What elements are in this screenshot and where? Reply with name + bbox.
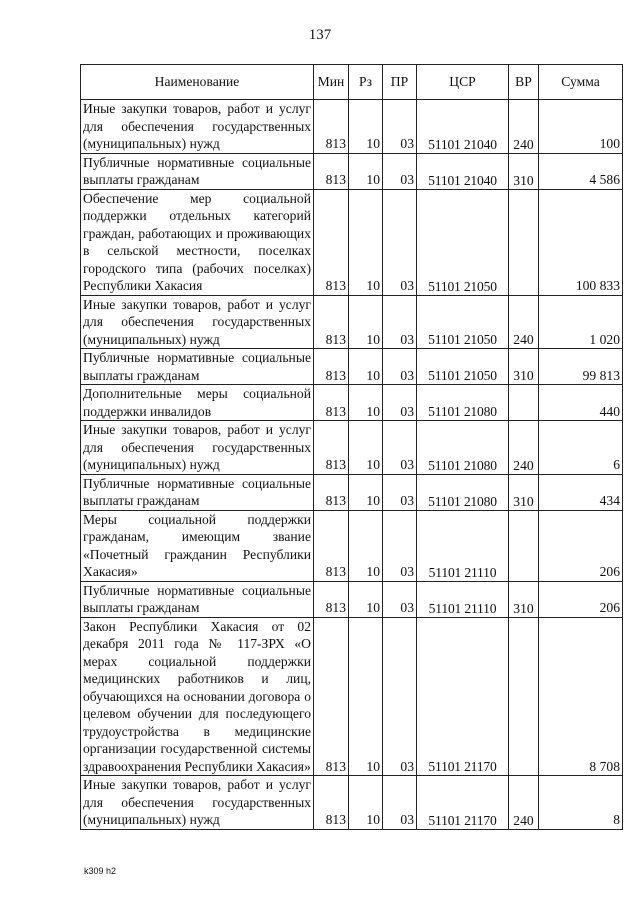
row-rz: 10: [349, 581, 383, 617]
row-min: 813: [314, 474, 349, 510]
page-number: 137: [308, 27, 332, 43]
row-rz: 10: [349, 349, 383, 385]
row-name: Дополнительные меры социальной поддержки инвалидов: [81, 385, 314, 421]
row-pr: 03: [383, 349, 417, 385]
row-vr: 310: [509, 581, 539, 617]
table-row: [81, 581, 623, 617]
row-sum: 434: [539, 474, 623, 510]
row-sum: 8: [539, 776, 623, 830]
row-csr: 51101 21170: [417, 617, 509, 776]
row-name: Обеспечение мер социальной поддержки отдельных категорий граждан, работающих и проживающих в сельской местности, поселках городского типа (рабочих поселках) Республики Хакасия: [81, 189, 314, 295]
table-row: [81, 153, 623, 189]
table-row: [81, 189, 623, 295]
header-vr: ВР: [509, 65, 539, 100]
row-vr: [509, 189, 539, 295]
row-csr: 51101 21040: [417, 153, 509, 189]
row-pr: 03: [383, 421, 417, 475]
row-vr: 240: [509, 421, 539, 475]
row-pr: 03: [383, 617, 417, 776]
header-sum: Сумма: [539, 65, 623, 100]
row-pr: 03: [383, 100, 417, 154]
row-min: 813: [314, 100, 349, 154]
table-row: [81, 510, 623, 581]
row-csr: 51101 21170: [417, 776, 509, 830]
row-min: 813: [314, 510, 349, 581]
row-rz: 10: [349, 421, 383, 475]
row-rz: 10: [349, 153, 383, 189]
header-min: Мин: [314, 65, 349, 100]
row-pr: 03: [383, 153, 417, 189]
row-rz: 10: [349, 295, 383, 349]
row-name: Публичные нормативные социальные выплаты гражданам: [81, 474, 314, 510]
row-rz: 10: [349, 510, 383, 581]
row-sum: 99 813: [539, 349, 623, 385]
row-min: 813: [314, 189, 349, 295]
row-rz: 10: [349, 617, 383, 776]
row-name: Публичные нормативные социальные выплаты гражданам: [81, 581, 314, 617]
row-name: Иные закупки товаров, работ и услуг для обеспечения государственных (муниципальных) нужд: [81, 776, 314, 830]
table-row: [81, 295, 623, 349]
row-sum: 100: [539, 100, 623, 154]
row-sum: 6: [539, 421, 623, 475]
row-min: 813: [314, 776, 349, 830]
budget-table: [80, 64, 623, 830]
row-min: 813: [314, 421, 349, 475]
row-vr: 240: [509, 100, 539, 154]
row-min: 813: [314, 349, 349, 385]
row-min: 813: [314, 617, 349, 776]
table-row: [81, 474, 623, 510]
row-sum: 4 586: [539, 153, 623, 189]
footer-code: k309 h2: [84, 866, 117, 876]
row-csr: 51101 21050: [417, 349, 509, 385]
header-csr: ЦСР: [417, 65, 509, 100]
row-vr: [509, 385, 539, 421]
row-vr: [509, 617, 539, 776]
row-sum: 440: [539, 385, 623, 421]
row-vr: 240: [509, 295, 539, 349]
row-pr: 03: [383, 189, 417, 295]
table-row: [81, 100, 623, 154]
row-pr: 03: [383, 776, 417, 830]
row-vr: 310: [509, 474, 539, 510]
row-pr: 03: [383, 295, 417, 349]
row-name: Иные закупки товаров, работ и услуг для обеспечения государственных (муниципальных) нужд: [81, 295, 314, 349]
row-rz: 10: [349, 100, 383, 154]
table-row: [81, 617, 623, 776]
row-vr: 240: [509, 776, 539, 830]
row-rz: 10: [349, 189, 383, 295]
header-pr: ПР: [383, 65, 417, 100]
row-name: Меры социальной поддержки гражданам, имеющим звание «Почетный гражданин Республики Хакасия»: [81, 510, 314, 581]
row-csr: 51101 21050: [417, 295, 509, 349]
row-vr: 310: [509, 349, 539, 385]
row-pr: 03: [383, 510, 417, 581]
row-csr: 51101 21110: [417, 581, 509, 617]
row-name: Публичные нормативные социальные выплаты гражданам: [81, 349, 314, 385]
header-rz: Рз: [349, 65, 383, 100]
row-name: Иные закупки товаров, работ и услуг для обеспечения государственных (муниципальных) нужд: [81, 421, 314, 475]
row-csr: 51101 21040: [417, 100, 509, 154]
row-rz: 10: [349, 776, 383, 830]
row-csr: 51101 21110: [417, 510, 509, 581]
row-name: Иные закупки товаров, работ и услуг для обеспечения государственных (муниципальных) нужд: [81, 100, 314, 154]
row-pr: 03: [383, 474, 417, 510]
row-sum: 8 708: [539, 617, 623, 776]
row-csr: 51101 21050: [417, 189, 509, 295]
row-min: 813: [314, 153, 349, 189]
table-row: [81, 776, 623, 830]
row-csr: 51101 21080: [417, 385, 509, 421]
row-min: 813: [314, 385, 349, 421]
header-row: [81, 65, 623, 100]
table-row: [81, 421, 623, 475]
row-rz: 10: [349, 385, 383, 421]
row-sum: 1 020: [539, 295, 623, 349]
table-row: [81, 349, 623, 385]
header-name: Наименование: [81, 65, 314, 100]
row-pr: 03: [383, 385, 417, 421]
row-vr: 310: [509, 153, 539, 189]
row-sum: 206: [539, 581, 623, 617]
row-csr: 51101 21080: [417, 421, 509, 475]
row-name: Публичные нормативные социальные выплаты гражданам: [81, 153, 314, 189]
row-name: Закон Республики Хакасия от 02 декабря 2011 года № 117-ЗРХ «О мерах социальной поддержки медицинских работников и лиц, обучающихся на основании договора о целевом обучении для последующего трудоустройства в медицинские организации государственной системы здравоохранения Республики Хакасия»: [81, 617, 314, 776]
table-row: [81, 385, 623, 421]
row-min: 813: [314, 581, 349, 617]
row-min: 813: [314, 295, 349, 349]
row-sum: 100 833: [539, 189, 623, 295]
row-vr: [509, 510, 539, 581]
row-pr: 03: [383, 581, 417, 617]
row-rz: 10: [349, 474, 383, 510]
row-sum: 206: [539, 510, 623, 581]
row-csr: 51101 21080: [417, 474, 509, 510]
